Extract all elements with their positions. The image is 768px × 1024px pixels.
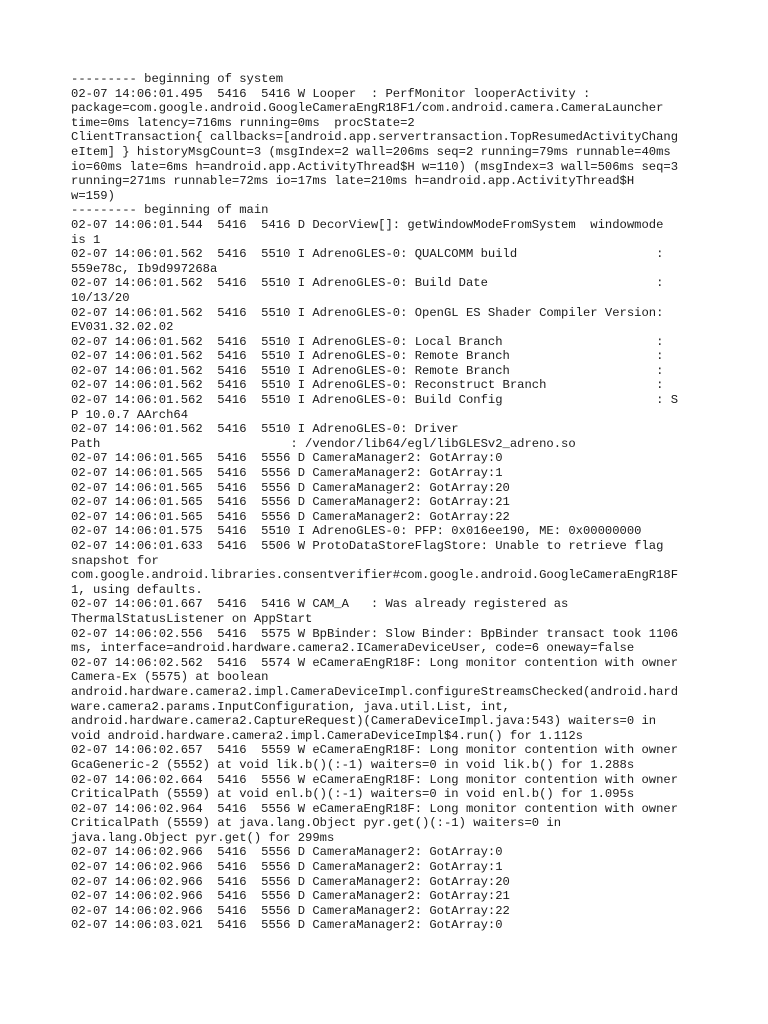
log-line: CriticalPath (5559) at java.lang.Object pyr.get()(:-1) waiters=0 in bbox=[71, 816, 562, 831]
log-line: w=159) bbox=[71, 188, 115, 203]
log-line: 02-07 14:06:01.565 5416 5556 D CameraManager2: GotArray:20 bbox=[71, 480, 510, 495]
log-line: 1, using defaults. bbox=[71, 582, 203, 597]
log-line: 02-07 14:06:01.667 5416 5416 W CAM_A : Was already registered as bbox=[71, 597, 569, 612]
log-line: 02-07 14:06:01.562 5416 5510 I AdrenoGLES-0: Build Config : S bbox=[71, 393, 679, 408]
log-line: 02-07 14:06:02.966 5416 5556 D CameraManager2: GotArray:21 bbox=[71, 889, 510, 904]
log-line: snapshot for bbox=[71, 553, 159, 568]
log-line: 02-07 14:06:01.562 5416 5510 I AdrenoGLES-0: Local Branch : bbox=[71, 334, 664, 349]
log-line: 10/13/20 bbox=[71, 290, 130, 305]
log-line: Path : /vendor/lib64/egl/libGLESv2_adreno.so bbox=[71, 436, 576, 451]
log-line: 02-07 14:06:01.562 5416 5510 I AdrenoGLES-0: Remote Branch : bbox=[71, 349, 664, 364]
log-line: com.google.android.libraries.consentverifier#com.google.android.GoogleCameraEngR18F bbox=[71, 568, 679, 583]
log-line: P 10.0.7 AArch64 bbox=[71, 407, 189, 422]
log-line: android.hardware.camera2.impl.CameraDeviceImpl.configureStreamsChecked(android.hard bbox=[71, 684, 679, 699]
log-line: 02-07 14:06:02.964 5416 5556 W eCameraEngR18F: Long monitor contention with owner bbox=[71, 801, 679, 816]
log-line: running=271ms runnable=72ms io=17ms late=210ms h=android.app.ActivityThread$H bbox=[71, 174, 635, 189]
log-line: android.hardware.camera2.CaptureRequest)(CameraDeviceImpl.java:543) waiters=0 in bbox=[71, 714, 657, 729]
log-line: ThermalStatusListener on AppStart bbox=[71, 611, 313, 626]
log-line: 559e78c, Ib9d997268a bbox=[71, 261, 218, 276]
log-line: GcaGeneric-2 (5552) at void lik.b()(:-1) waiters=0 in void lik.b() for 1.288s bbox=[71, 757, 635, 772]
log-text-block bbox=[71, 72, 711, 933]
log-line: eItem] } historyMsgCount=3 (msgIndex=2 wall=206ms seq=2 running=79ms runnable=40ms bbox=[71, 144, 671, 159]
log-line: 02-07 14:06:02.562 5416 5574 W eCameraEngR18F: Long monitor contention with owner bbox=[71, 655, 679, 670]
log-line: EV031.32.02.02 bbox=[71, 320, 174, 335]
log-line: --------- beginning of main bbox=[71, 203, 269, 218]
log-line: 02-07 14:06:01.562 5416 5510 I AdrenoGLES-0: Remote Branch : bbox=[71, 363, 664, 378]
log-line: 02-07 14:06:02.966 5416 5556 D CameraManager2: GotArray:0 bbox=[71, 845, 503, 860]
log-line: 02-07 14:06:01.562 5416 5510 I AdrenoGLES-0: Build Date : bbox=[71, 276, 664, 291]
log-line: ms, interface=android.hardware.camera2.ICameraDeviceUser, code=6 oneway=false bbox=[71, 641, 635, 656]
log-line: 02-07 14:06:01.562 5416 5510 I AdrenoGLES-0: QUALCOMM build : bbox=[71, 247, 664, 262]
log-line: java.lang.Object pyr.get() for 299ms bbox=[71, 830, 335, 845]
log-line: package=com.google.android.GoogleCameraEngR18F1/com.android.camera.CameraLauncher bbox=[71, 101, 664, 116]
log-line: time=0ms latency=716ms running=0ms procState=2 bbox=[71, 115, 415, 130]
log-line: 02-07 14:06:01.495 5416 5416 W Looper : PerfMonitor looperActivity : bbox=[71, 86, 591, 101]
log-line: void android.hardware.camera2.impl.CameraDeviceImpl$4.run() for 1.112s bbox=[71, 728, 583, 743]
log-line: 02-07 14:06:03.021 5416 5556 D CameraManager2: GotArray:0 bbox=[71, 918, 503, 933]
log-line: 02-07 14:06:01.544 5416 5416 D DecorView[]: getWindowModeFromSystem windowmode bbox=[71, 217, 664, 232]
log-line: is 1 bbox=[71, 232, 101, 247]
log-line: 02-07 14:06:01.565 5416 5556 D CameraManager2: GotArray:0 bbox=[71, 451, 503, 466]
log-line: 02-07 14:06:01.565 5416 5556 D CameraManager2: GotArray:1 bbox=[71, 466, 503, 481]
log-line: 02-07 14:06:01.562 5416 5510 I AdrenoGLES-0: Driver bbox=[71, 422, 459, 437]
log-line: io=60ms late=6ms h=android.app.ActivityThread$H w=110) (msgIndex=3 wall=506ms seq=3 bbox=[71, 159, 679, 174]
log-line: --------- beginning of system bbox=[71, 72, 284, 86]
log-line: 02-07 14:06:02.664 5416 5556 W eCameraEngR18F: Long monitor contention with owner bbox=[71, 772, 679, 787]
log-line: ClientTransaction{ callbacks=[android.app.servertransaction.TopResumedActivityChang bbox=[71, 130, 679, 145]
log-line: 02-07 14:06:01.562 5416 5510 I AdrenoGLES-0: Reconstruct Branch : bbox=[71, 378, 664, 393]
log-line: 02-07 14:06:01.565 5416 5556 D CameraManager2: GotArray:22 bbox=[71, 509, 510, 524]
log-line: 02-07 14:06:02.966 5416 5556 D CameraManager2: GotArray:1 bbox=[71, 860, 503, 875]
log-line: 02-07 14:06:02.556 5416 5575 W BpBinder: Slow Binder: BpBinder transact took 1106 bbox=[71, 626, 679, 641]
log-line: 02-07 14:06:01.562 5416 5510 I AdrenoGLES-0: OpenGL ES Shader Compiler Version: bbox=[71, 305, 664, 320]
log-line: 02-07 14:06:01.633 5416 5506 W ProtoDataStoreFlagStore: Unable to retrieve flag bbox=[71, 539, 664, 553]
log-line: Camera-Ex (5575) at boolean bbox=[71, 670, 269, 685]
log-line: ware.camera2.params.InputConfiguration, java.util.List, int, bbox=[71, 699, 510, 714]
log-line: 02-07 14:06:02.657 5416 5559 W eCameraEngR18F: Long monitor contention with owner bbox=[71, 743, 679, 758]
log-line: 02-07 14:06:02.966 5416 5556 D CameraManager2: GotArray:22 bbox=[71, 903, 510, 918]
log-line: 02-07 14:06:02.966 5416 5556 D CameraManager2: GotArray:20 bbox=[71, 874, 510, 889]
log-line: 02-07 14:06:01.565 5416 5556 D CameraManager2: GotArray:21 bbox=[71, 495, 510, 510]
log-line: 02-07 14:06:01.575 5416 5510 I AdrenoGLES-0: PFP: 0x016ee190, ME: 0x00000000 bbox=[71, 524, 642, 539]
log-line: CriticalPath (5559) at void enl.b()(:-1) waiters=0 in void enl.b() for 1.095s bbox=[71, 787, 635, 802]
